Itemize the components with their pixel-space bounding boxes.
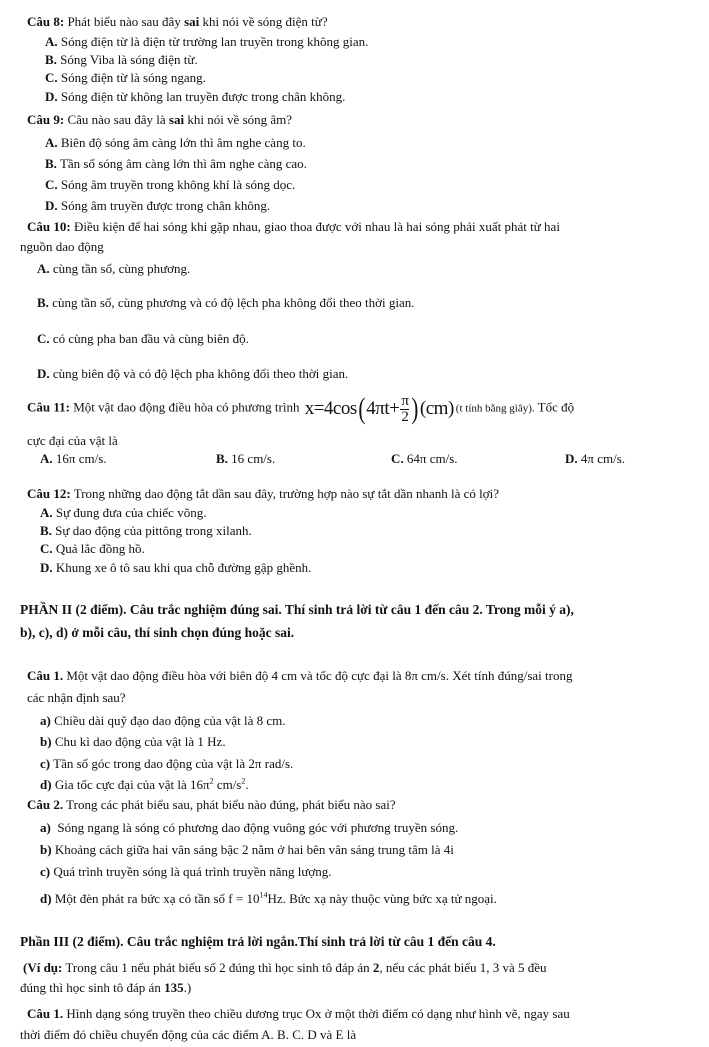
- q10-option-a: A. cùng tần số, cùng phương.: [37, 261, 191, 276]
- q11-label: Câu 11:: [27, 399, 70, 415]
- part3-q1-label: Câu 1.: [27, 1006, 64, 1021]
- part2-q1-stem-line2: các nhận định sau?: [27, 690, 126, 705]
- q9-label: Câu 9:: [27, 112, 65, 127]
- q8-stem: Câu 8: Phát biểu nào sau đây sai khi nói về sóng điện từ?: [27, 14, 328, 29]
- part3-example-line1: (Ví dụ: Trong câu 1 nếu phát biểu số 2 đúng thì học sinh tô đáp án 2, nếu các phát biểu 1, 3 và 5 đều: [23, 960, 547, 975]
- part2-heading-line1: PHẦN II (2 điểm). Câu trắc nghiệm đúng sai. Thí sinh trả lời từ câu 1 đến câu 2. Trong mỗi ý a),: [20, 602, 574, 617]
- q9-stem: Câu 9: Câu nào sau đây là sai khi nói về sóng âm?: [27, 112, 293, 127]
- part2-q1-item-c: c) Tần số góc trong dao động của vật là 2π rad/s.: [40, 756, 294, 771]
- q11-option-d: D. 4π cm/s.: [565, 451, 626, 466]
- part2-q1-label: Câu 1.: [27, 668, 64, 683]
- part2-q1-item-d: d) Gia tốc cực đại của vật là $16\pi^2$ $cm/s^2$.: [40, 776, 249, 792]
- part3-heading: Phần III (2 điểm). Câu trắc nghiệm trả lời ngắn.Thí sinh trả lời từ câu 1 đến câu 4.: [20, 934, 496, 949]
- part2-q2-label: Câu 2.: [27, 797, 64, 812]
- q8-option-a: A. Sóng điện từ là điện từ trường lan truyền trong không gian.: [45, 34, 369, 49]
- q12-option-b: B. Sự dao động của pittông trong xilanh.: [40, 523, 252, 538]
- pi-over-two-fraction: $\frac{\pi}{2}$: [401, 393, 409, 426]
- q12-option-a: A. Sự đung đưa của chiếc võng.: [40, 505, 207, 520]
- q9-option-c: C. Sóng âm truyền trong không khí là sóng dọc.: [45, 177, 296, 192]
- q8-label: Câu 8:: [27, 14, 65, 29]
- q8-option-c: C. Sóng điện từ là sóng ngang.: [45, 70, 206, 85]
- part2-q1-stem-line1: Câu 1. Một vật dao động điều hòa với biên độ 4 cm và tốc độ cực đại là 8π cm/s. Xét tính đúng/sai trong: [27, 668, 573, 683]
- q9-option-a: A. Biên độ sóng âm càng lớn thì âm nghe càng to.: [45, 135, 306, 150]
- q11-option-c: C. 64π cm/s.: [391, 451, 458, 466]
- part3-q1-stem-line1: Câu 1. Hình dạng sóng truyền theo chiều dương trục Ox ở một thời điểm có dạng như hình vẽ, ngay sau: [27, 1006, 570, 1021]
- q9-option-b: B. Tần số sóng âm càng lớn thì âm nghe càng cao.: [45, 156, 307, 171]
- q10-stem-line1: Câu 10: Điều kiện để hai sóng khi gặp nhau, giao thoa được với nhau là hai sóng phải xuất phát từ hai: [27, 219, 560, 234]
- part2-q1-item-a: a) Chiều dài quỹ đạo dao động của vật là 8 cm.: [40, 713, 286, 728]
- q12-option-d: D. Khung xe ô tô sau khi qua chỗ đường gập ghềnh.: [40, 560, 312, 575]
- q11-stem-line1: Câu 11: Một vật dao động điều hòa có phương trình x=4cos(4πt+ $\frac{\pi}{2}$ )(cm) (t tính bằng giây). Tốc độ: [27, 390, 574, 428]
- q12-stem: Câu 12: Trong những dao động tắt dần sau đây, trường hợp nào sự tắt dần nhanh là có lợi?: [27, 486, 500, 501]
- q11-option-a: A. 16π cm/s.: [40, 451, 107, 466]
- q11-equation: x=4cos(4πt+ $\frac{\pi}{2}$ )(cm): [304, 392, 454, 426]
- q10-option-c: C. có cùng pha ban đầu và cùng biên độ.: [37, 331, 249, 346]
- q8-option-b: B. Sóng Viba là sóng điện từ.: [45, 52, 198, 67]
- part2-heading-line2: b), c), d) ở mỗi câu, thí sinh chọn đúng hoặc sai.: [20, 625, 295, 640]
- q10-option-b: B. cùng tần số, cùng phương và có độ lệch pha không đổi theo thời gian.: [37, 295, 415, 310]
- part2-q2-item-c: c) Quá trình truyền sóng là quá trình truyền năng lượng.: [40, 864, 332, 879]
- q10-stem-line2: nguồn dao động: [20, 239, 104, 254]
- q10-label: Câu 10:: [27, 219, 71, 234]
- part2-q2-item-d: d) Một đèn phát ra bức xạ có tần số $f = 10^{14}Hz$. Bức xạ này thuộc vùng bức xạ tử ngoại.: [40, 890, 497, 906]
- q9-option-d: D. Sóng âm truyền được trong chân không.: [45, 198, 271, 213]
- part2-q1-item-b: b) Chu kì dao động của vật là 1 Hz.: [40, 734, 226, 749]
- part3-q1-stem-line2: thời điểm đó chiều chuyển động của các điểm A. B. C. D và E là: [20, 1027, 357, 1042]
- part2-q2-item-b: b) Khoảng cách giữa hai vân sáng bậc 2 nằm ở hai bên vân sáng trung tâm là 4i: [40, 842, 454, 857]
- part2-q2-item-a: a) Sóng ngang là sóng có phương dao động vuông góc với phương truyền sóng.: [40, 820, 459, 835]
- q12-option-c: C. Quả lắc đồng hồ.: [40, 541, 145, 556]
- q8-option-d: D. Sóng điện từ không lan truyền được trong chân không.: [45, 89, 346, 104]
- part3-example-line2: đúng thì học sinh tô đáp án 135.): [20, 980, 192, 995]
- q12-label: Câu 12:: [27, 486, 71, 501]
- part2-q2-stem: Câu 2. Trong các phát biểu sau, phát biểu nào đúng, phát biểu nào sai?: [27, 797, 396, 812]
- q11-option-b: B. 16 cm/s.: [216, 451, 276, 466]
- q11-stem-line2: cực đại của vật là: [27, 433, 118, 448]
- q10-option-d: D. cùng biên độ và có độ lệch pha không đổi theo thời gian.: [37, 366, 349, 381]
